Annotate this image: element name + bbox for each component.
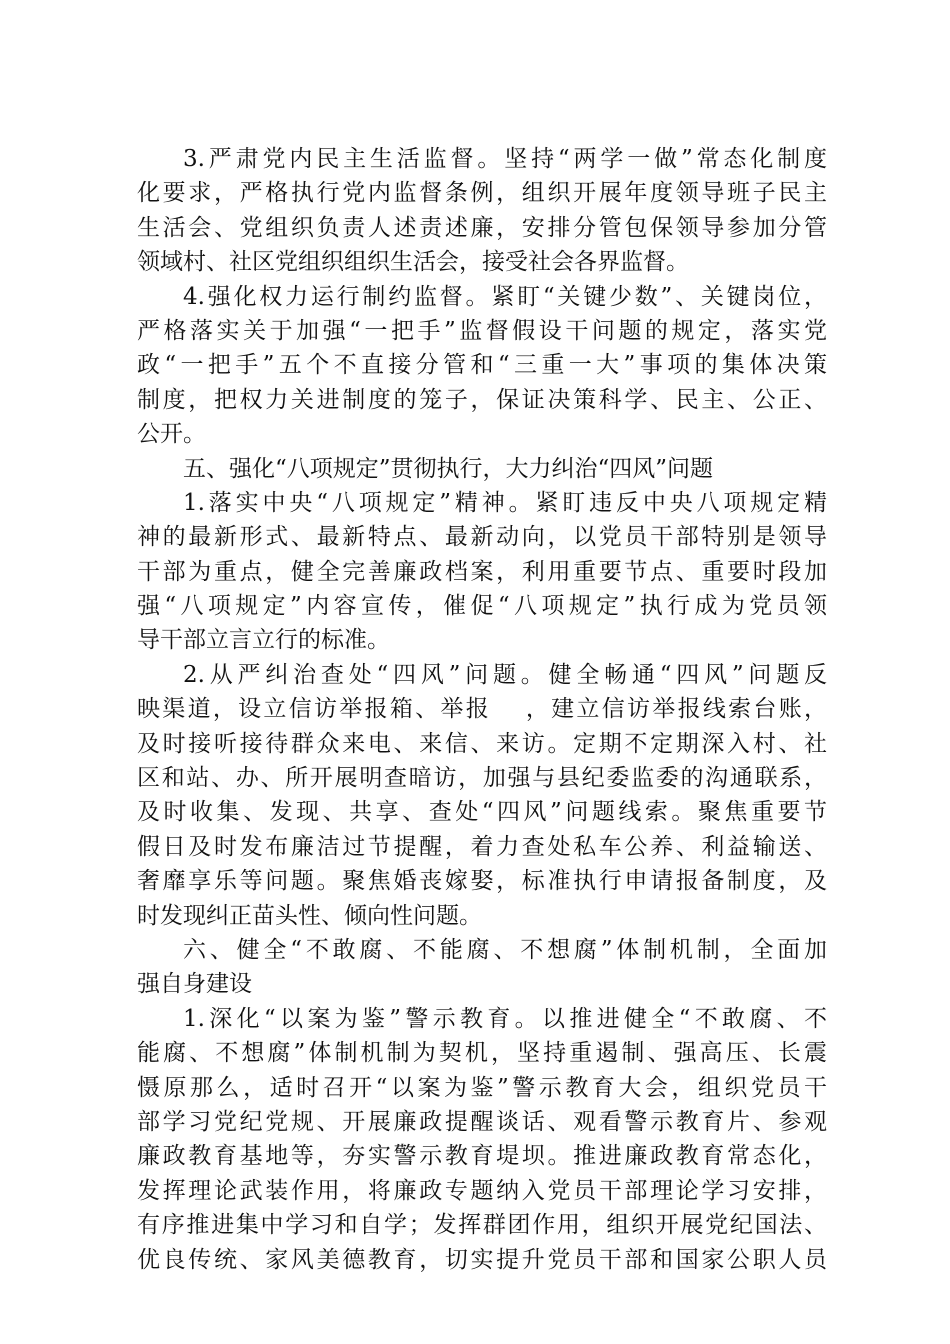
text-line: 严格落实关于加强“一把手”监督假设干问题的规定，落实党 (137, 317, 827, 344)
text-line: 及时接听接待群众来电、来信、来访。定期不定期深入村、社 (137, 730, 827, 757)
text-line: 4.强化权力运行制约监督。紧盯“关键少数”、关键岗位， (183, 283, 827, 310)
text-line: 能腐、不想腐”体制机制为契机，坚持重遏制、强高压、长震 (137, 1040, 827, 1067)
text-line: 强“八项规定”内容宣传，催促“八项规定”执行成为党员领 (137, 593, 827, 620)
text-line: 六、健全“不敢腐、不能腐、不想腐”体制机制，全面加 (183, 936, 827, 963)
text-line: 发挥理论武装作用，将廉政专题纳入党员干部理论学习安排， (137, 1177, 827, 1204)
text-line: 部学习党纪党规、开展廉政提醒谈话、观看警示教育片、参观 (137, 1108, 827, 1135)
text-line: 慑原那么，适时召开“以案为鉴”警示教育大会，组织党员干 (137, 1074, 827, 1101)
text-line: 强自身建设 (137, 971, 252, 998)
text-line: 干部为重点，健全完善廉政档案，利用重要节点、重要时段加 (137, 558, 827, 585)
text-line: 政“一把手”五个不直接分管和“三重一大”事项的集体决策 (137, 352, 827, 379)
text-line: 1.深化“以案为鉴”警示教育。以推进健全“不敢腐、不 (183, 1005, 827, 1032)
text-line: 假日及时发布廉洁过节提醒，着力查处私车公养、利益输送、 (137, 833, 827, 860)
document-body (137, 142, 827, 1277)
text-line: 1.落实中央“八项规定”精神。紧盯违反中央八项规定精 (183, 489, 827, 516)
text-line: 公开。 (137, 421, 206, 448)
text-line: 导干部立言立行的标准。 (137, 627, 390, 654)
text-line: 优良传统、家风美德教育，切实提升党员干部和国家公职人员 (137, 1246, 827, 1273)
text-line: 廉政教育基地等，夯实警示教育堤坝。推进廉政教育常态化， (137, 1143, 827, 1170)
text-line: 2.从严纠治查处“四风”问题。健全畅通“四风”问题反 (183, 661, 827, 688)
text-line: 时发现纠正苗头性、倾向性问题。 (137, 902, 482, 929)
text-line: 化要求，严格执行党内监督条例，组织开展年度领导班子民主 (137, 180, 827, 207)
text-line: 生活会、党组织负责人述责述廉，安排分管包保领导参加分管 (137, 214, 827, 241)
text-line: 3.严肃党内民主生活监督。坚持“两学一做”常态化制度 (183, 146, 827, 172)
text-line: 及时收集、发现、共享、查处“四风”问题线索。聚焦重要节 (137, 799, 827, 826)
text-line: 有序推进集中学习和自学；发挥群团作用，组织开展党纪国法、 (137, 1212, 827, 1239)
text-line: 奢靡享乐等问题。聚焦婚丧嫁娶，标准执行申请报备制度，及 (137, 868, 827, 895)
text-line: 区和站、办、所开展明查暗访，加强与县纪委监委的沟通联系， (137, 765, 827, 792)
text-line: 领域村、社区党组织组织生活会，接受社会各界监督。 (137, 249, 689, 276)
text-line: 制度，把权力关进制度的笼子，保证决策科学、民主、公正、 (137, 386, 827, 413)
text-line: 五、强化“八项规定”贯彻执行，大力纠治“四风”问题 (183, 455, 714, 482)
text-line: 映渠道，设立信访举报箱、举报 ，建立信访举报线索台账， (137, 696, 827, 723)
text-line: 神的最新形式、最新特点、最新动向，以党员干部特别是领导 (137, 524, 827, 551)
